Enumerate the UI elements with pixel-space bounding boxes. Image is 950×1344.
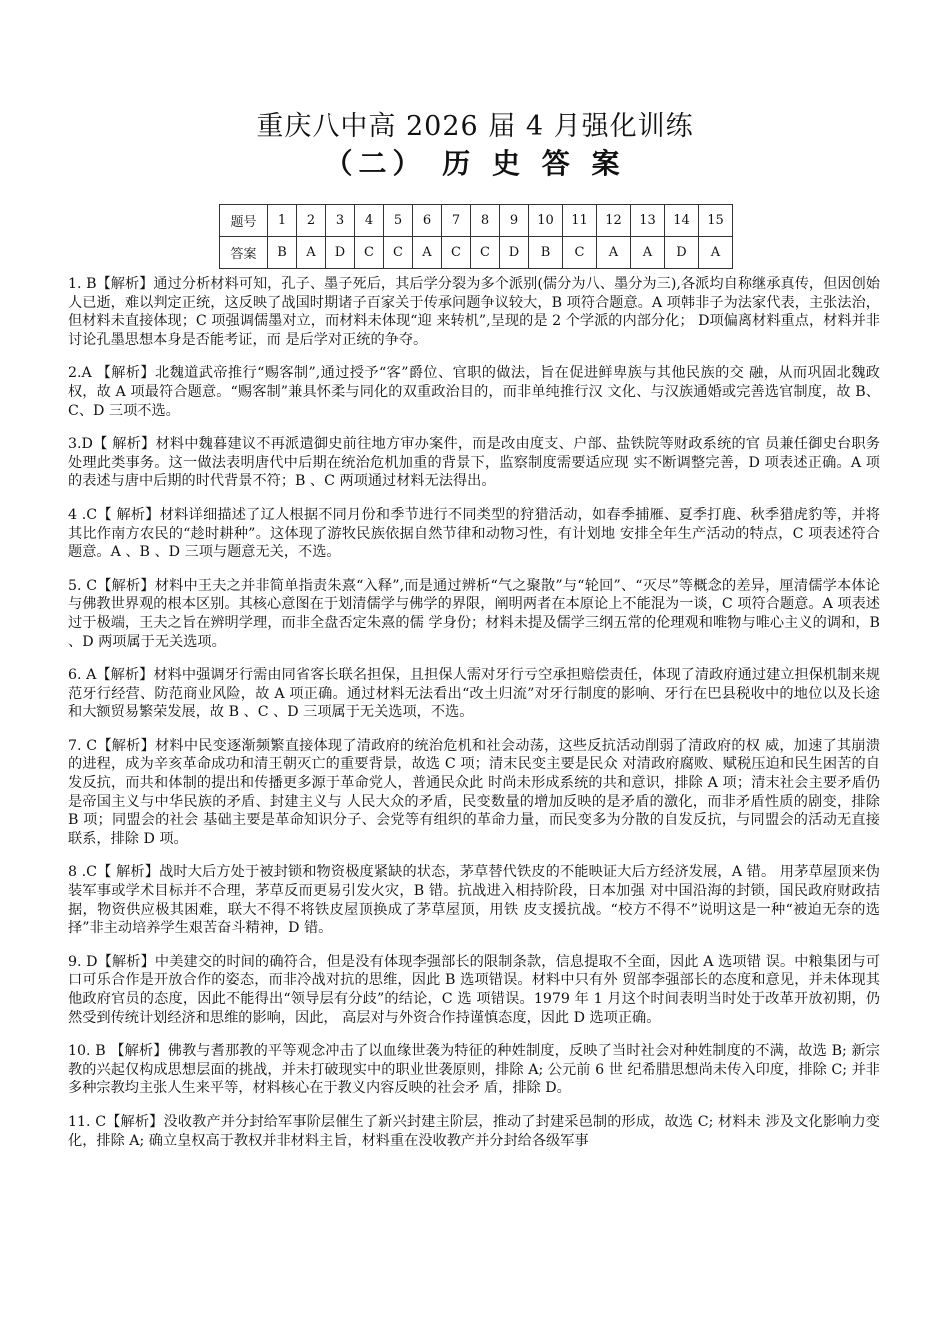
item-number: 6. A【解析】 [68,667,154,684]
answer-cell: C [563,237,597,269]
item-number: 1. B【解析】 [68,276,154,292]
answer-cell: D [326,237,355,269]
item-number: 3.D【 解析】 [68,436,156,453]
item-text: 材料中魏暮建议不再派遣御史前往地方审办案件，而是改由度支、户部、盐铁院等财政系统的官 员兼任御史台职务处理此类事务。这一做法表明唐代中后期在统治危机加重的背景下，监察制度需要适应现 实不断调整完善，D 项表述正确。A 项的表述与唐中后期的时代背景不符；B 、C 两项通过材料无法得出。 [68,436,881,490]
answer-table-row-answers [220,237,733,269]
item-text: 没收教产并分封给军事阶层催生了新兴封建主阶层，推动了封建采邑制的形成，故选 C; 材料未 涉及文化影响力变化，排除 A; 确立皇权高于教权并非材料主旨，材料重在没收教产并分封给各级军事 [68,1113,880,1149]
question-number-cell: 1 [268,205,297,237]
item-text: 材料中强调牙行需由同省客长联名担保，且担保人需对牙行亏空承担赔偿责任，体现了清政府通过建立担保机制来规范牙行经营、防范商业风险，故 A 项正确。通过材料无法看出“改土归流”对牙行制度的影响、牙行在巴县税收中的地位以及长途和大额贸易繁荣发展，故 B 、C 、D 三项属于无关选项，不选。 [68,667,880,721]
item-number: 7. C【解析】 [68,737,155,754]
answer-table [219,204,733,269]
question-number-cell: 11 [563,205,597,237]
item-text: 战时大后方处于被封锁和物资极度紧缺的状态，茅草替代铁皮的不能映证大后方经济发展，A 错。 用茅草屋顶来伪装军事或学术目标并不合理，茅草反而更易引发火灾，B 错。抗战进入相持阶段，日本加强 对中国沿海的封锁，国民政府财政拮据，物资供应极其困难，联大不得不将铁皮屋顶换成了茅草屋顶，用铁 皮支援抗战。“校方不得不”说明这是一种“被迫无奈的选择”非主动培养学生艰苦奋斗精神，D 错。 [68,864,880,937]
answer-cell: B [268,237,297,269]
item-number: 9. D【解析】 [68,953,155,970]
answer-cell: A [597,237,631,269]
item-text: 通过分析材料可知，孔子、墨子死后，其后学分裂为多个派别(儒分为八、墨分为三),各派均自称继承真传，但因创始人已逝，难以判定正统，这反映了战国时期诸子百家关于传承问题争议较大，B 项符合题意。A 项韩非子为法家代表，主张法治，但材料未直接体现；C 项强调儒墨对立，而材料未体现“迎 来转机”,呈现的是 2 个学派的内部分化； D项偏离材料重点，材料并非讨论孔墨思想本身是否能考证，而 是后学对正统的争夺。 [68,276,880,348]
answer-table-row-numbers [220,205,733,237]
question-number-cell: 13 [631,205,665,237]
question-number-cell: 4 [355,205,384,237]
explanation-item [68,364,880,420]
question-number-cell: 14 [665,205,699,237]
answer-cell: C [471,237,500,269]
answer-cell: A [631,237,665,269]
item-text: 佛教与耆那教的平等观念冲击了以血缘世袭为特征的种姓制度，反映了当时社会对种姓制度的不满，故选 B; 新宗教的兴起仅构成思想层面的挑战，并未打破现实中的职业世袭原则，排除 A; 公元前 6 世 纪希腊思想尚未传入印度，排除 C; 并非多种宗教均主张人生来平等，材料核心在于教义内容反映的社会矛 盾，排除 D。 [68,1043,880,1097]
question-number-cell: 15 [699,205,733,237]
explanation-item [68,737,880,849]
item-number: 11. C【解析】 [68,1113,164,1130]
explanation-list [68,275,880,1165]
question-number-cell: 8 [471,205,500,237]
explanation-item [68,577,880,651]
question-number-cell: 9 [500,205,529,237]
item-number: 10. B 【解析】 [68,1043,168,1060]
item-text: 材料详细描述了辽人根据不同月份和季节进行不同类型的狩猎活动，如春季捕雁、夏季打鹿、秋季猎虎豹等，并将其比作南方农民的“趁时耕种”。这体现了游牧民族依据自然节律和动物习性，有计划地 安排全年生产活动的特点，C 项表述符合题意。A 、B 、D 三项与题意无关，不选。 [68,506,880,561]
explanation-item [68,506,880,562]
explanation-item [68,953,880,1027]
explanation-item [68,275,880,349]
question-number-cell: 12 [597,205,631,237]
answer-cell: C [355,237,384,269]
question-number-cell: 2 [297,205,326,237]
answer-cell: D [665,237,699,269]
explanation-item [68,1042,880,1098]
item-text: 材料中民变逐渐频繁直接体现了清政府的统治危机和社会动荡，这些反抗活动削弱了清政府的权 威，加速了其崩溃的进程，成为辛亥革命成功和清王朝灭亡的重要背景，故选 C 项；清末民变主要是民众 对清政府腐败、赋税压迫和民生困苦的自发反抗，而共和体制的提出和传播更多源于革命党人，普通民众此 时尚未形成系统的共和意识，排除 A 项；清末社会主要矛盾仍是帝国主义与中华民族的矛盾、封建主义与 人民大众的矛盾，民变数量的增加反映的是矛盾的激化，而非矛盾性质的剧变，排除 B 项；同盟会的社会 基础主要是革命知识分子、会党等有组织的革命力量，而民变多为分散的自发反抗，与同盟会的活动无直接 联系，排除 D 项。 [68,737,881,847]
explanation-item [68,666,880,722]
item-number: 2.A 【解析】 [68,365,156,382]
table-header-cell: 题号 [220,205,268,237]
answer-cell: B [529,237,563,269]
item-text: 材料中王夫之并非简单指责朱熹“入释”,而是通过辨析“气之聚散”与“轮回”、“灭尽”等概念的差异，厘清儒学本体论与佛教世界观的根本区别。其核心意图在于划清儒学与佛学的界限，阐明两者在本原论上不能混为一谈，C 项符合题意。A 项表述过于极端，王夫之旨在辨明学理，而非全盘否定朱熹的儒 学身份；材料未提及儒学三纲五常的伦理观和唯物与唯心主义的调和，B 、D 两项属于无关选项。 [68,577,880,650]
explanation-item [68,1113,880,1150]
answer-cell: A [699,237,733,269]
question-number-cell: 10 [529,205,563,237]
question-number-cell: 6 [413,205,442,237]
document-subtitle: （二） 历 史 答 案 [324,147,626,180]
answer-cell: C [442,237,471,269]
answer-cell: D [500,237,529,269]
question-number-cell: 5 [384,205,413,237]
answer-cell: A [297,237,326,269]
question-number-cell: 3 [326,205,355,237]
item-text: 北魏道武帝推行“赐客制”,通过授予“客”爵位、官职的做法，旨在促进鲜卑族与其他民族的交 融，从而巩固北魏政权，故 A 项最符合题意。“赐客制”兼具怀柔与同化的双重政治目的，而非单纯推行汉 文化、与汉族通婚或完善选官制度，故 B、C、D 三项不选。 [68,365,880,419]
explanation-item [68,863,880,937]
item-number: 8 .C【 解析】 [68,864,160,881]
explanation-item [68,435,880,491]
item-text: 中美建交的时间的确符合，但是没有体现李强部长的限制条款，信息提取不全面，因此 A 选项错 误。中粮集团与可口可乐合作是开放合作的姿态，而非冷战对抗的思维，因此 B 选项错误。材料中只有外 贸部李强部长的态度和意见，并未体现其他政府官员的态度，因此不能得出“领导层有分歧”的结论，C 选 项错误。1979 年 1 月这个时间表明当时处于改革开放初期，仍然受到传统计划经济和思维的影响，因此， 高层对与外资合作持谨慎态度，因此 D 选项正确。 [68,953,881,1026]
document-title: 重庆八中高 2026 届 4 月强化训练 [256,111,694,142]
question-number-cell: 7 [442,205,471,237]
answer-cell: A [413,237,442,269]
item-number: 5. C【解析】 [68,577,155,594]
table-header-cell: 答案 [220,237,268,269]
item-number: 4 .C【 解析】 [68,506,160,523]
answer-cell: C [384,237,413,269]
